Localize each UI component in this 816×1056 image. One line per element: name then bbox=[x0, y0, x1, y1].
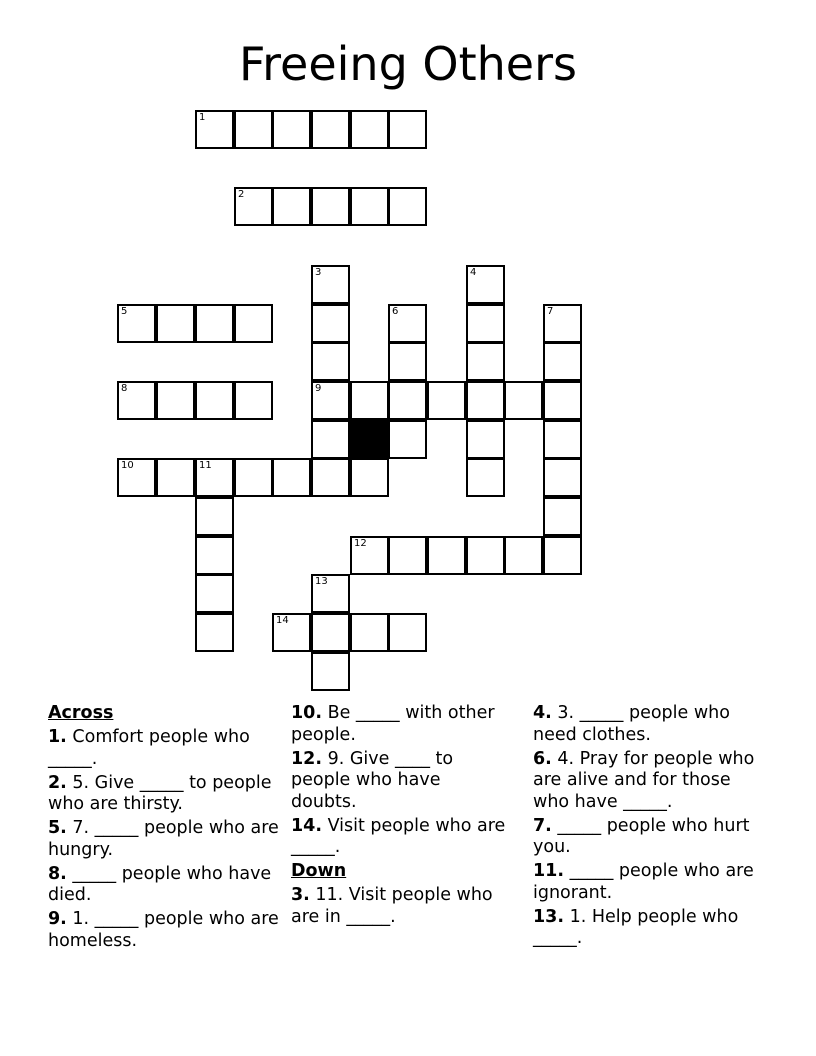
grid-cell[interactable] bbox=[543, 497, 582, 536]
grid-cell[interactable] bbox=[117, 381, 156, 420]
clue-down-13: 13. 1. Help people who _____. bbox=[533, 906, 739, 948]
grid-cell[interactable] bbox=[234, 458, 273, 497]
grid-cell[interactable] bbox=[504, 536, 543, 575]
grid-cell[interactable] bbox=[350, 110, 389, 149]
grid-cell[interactable] bbox=[427, 536, 466, 575]
grid-cell[interactable] bbox=[311, 420, 350, 459]
grid-cell[interactable] bbox=[311, 304, 350, 343]
grid-cell[interactable] bbox=[466, 458, 505, 497]
grid-cell[interactable] bbox=[388, 536, 427, 575]
grid-cell[interactable] bbox=[117, 458, 156, 497]
grid-cell[interactable] bbox=[311, 458, 350, 497]
clue-across-2: 2. 5. Give _____ to people who are thirsty. bbox=[48, 772, 272, 814]
cell-number: 2 bbox=[238, 189, 245, 200]
clue-across-14: 14. Visit people who are _____. bbox=[291, 815, 506, 857]
clue-across-5: 5. 7. _____ people who are hungry. bbox=[48, 818, 279, 860]
grid-cell[interactable] bbox=[272, 187, 311, 226]
grid-cell[interactable] bbox=[427, 381, 466, 420]
grid-cell[interactable] bbox=[466, 420, 505, 459]
grid-cell[interactable] bbox=[195, 304, 234, 343]
grid-cell[interactable] bbox=[234, 381, 273, 420]
grid-cell[interactable] bbox=[466, 381, 505, 420]
grid-cell[interactable] bbox=[350, 613, 389, 652]
grid-cell[interactable] bbox=[195, 458, 234, 497]
grid-cell[interactable] bbox=[388, 381, 427, 420]
grid-cell[interactable] bbox=[388, 110, 427, 149]
grid-cell[interactable] bbox=[272, 613, 311, 652]
cell-number: 13 bbox=[315, 576, 328, 587]
across-heading: Across bbox=[48, 703, 114, 723]
cell-number: 1 bbox=[199, 112, 206, 123]
grid-cell[interactable] bbox=[350, 187, 389, 226]
cell-number: 3 bbox=[315, 267, 322, 278]
grid-cell[interactable] bbox=[311, 613, 350, 652]
clues-column-1 bbox=[48, 703, 283, 955]
grid-cell[interactable] bbox=[156, 381, 195, 420]
grid-cell[interactable] bbox=[388, 342, 427, 381]
cell-number: 12 bbox=[354, 538, 367, 549]
grid-cell[interactable] bbox=[466, 304, 505, 343]
grid-cell[interactable] bbox=[388, 304, 427, 343]
grid-cell[interactable] bbox=[195, 110, 234, 149]
down-heading: Down bbox=[291, 861, 347, 881]
grid-cell[interactable] bbox=[311, 342, 350, 381]
clue-across-9: 9. 1. _____ people who are homeless. bbox=[48, 909, 279, 951]
grid-cell[interactable] bbox=[543, 381, 582, 420]
grid-cell[interactable] bbox=[311, 110, 350, 149]
grid-cell[interactable] bbox=[195, 574, 234, 613]
grid-cell[interactable] bbox=[466, 342, 505, 381]
cell-number: 9 bbox=[315, 383, 322, 394]
grid-cell[interactable] bbox=[350, 536, 389, 575]
grid-cell[interactable] bbox=[195, 381, 234, 420]
clue-down-6: 6. 4. Pray for people who are alive and for those who have _____. bbox=[533, 748, 755, 812]
grid-cell[interactable] bbox=[234, 187, 273, 226]
grid-cell[interactable] bbox=[195, 536, 234, 575]
clue-across-8: 8. _____ people who have died. bbox=[48, 863, 272, 905]
clue-across-10: 10. Be _____ with other people. bbox=[291, 703, 495, 745]
grid-cell[interactable] bbox=[388, 613, 427, 652]
cell-number: 4 bbox=[470, 267, 477, 278]
grid-cell[interactable] bbox=[311, 381, 350, 420]
puzzle-title: Freeing Others bbox=[239, 37, 577, 91]
clues-column-2 bbox=[291, 703, 511, 931]
clues-column-3 bbox=[533, 703, 768, 952]
grid-cell[interactable] bbox=[272, 110, 311, 149]
cell-number: 7 bbox=[547, 306, 554, 317]
clue-across-12: 12. 9. Give ____ to people who have doubts. bbox=[291, 748, 454, 812]
grid-cell[interactable] bbox=[350, 458, 389, 497]
grid-cell[interactable] bbox=[195, 497, 234, 536]
clue-down-11: 11. _____ people who are ignorant. bbox=[533, 861, 754, 903]
cell-number: 11 bbox=[199, 460, 212, 471]
grid-cell[interactable] bbox=[311, 652, 350, 691]
grid-cell[interactable] bbox=[543, 342, 582, 381]
cell-number: 8 bbox=[121, 383, 128, 394]
grid-cell[interactable] bbox=[504, 381, 543, 420]
grid-block-cell bbox=[350, 420, 389, 459]
grid-cell[interactable] bbox=[388, 187, 427, 226]
cell-number: 10 bbox=[121, 460, 134, 471]
grid-cell[interactable] bbox=[311, 265, 350, 304]
grid-cell[interactable] bbox=[543, 536, 582, 575]
cell-number: 5 bbox=[121, 306, 128, 317]
cell-number: 6 bbox=[392, 306, 399, 317]
grid-cell[interactable] bbox=[272, 458, 311, 497]
clue-down-3: 3. 11. Visit people who are in _____. bbox=[291, 885, 493, 927]
grid-cell[interactable] bbox=[466, 265, 505, 304]
grid-cell[interactable] bbox=[234, 110, 273, 149]
grid-cell[interactable] bbox=[311, 574, 350, 613]
grid-cell[interactable] bbox=[543, 304, 582, 343]
grid-cell[interactable] bbox=[466, 536, 505, 575]
grid-cell[interactable] bbox=[234, 304, 273, 343]
cell-number: 14 bbox=[276, 615, 289, 626]
grid-cell[interactable] bbox=[117, 304, 156, 343]
grid-cell[interactable] bbox=[543, 458, 582, 497]
grid-cell[interactable] bbox=[311, 187, 350, 226]
grid-cell[interactable] bbox=[388, 420, 427, 459]
grid-cell[interactable] bbox=[350, 381, 389, 420]
clue-down-7: 7. _____ people who hurt you. bbox=[533, 815, 750, 857]
grid-cell[interactable] bbox=[543, 420, 582, 459]
clue-across-1: 1. Comfort people who _____. bbox=[48, 727, 250, 769]
clue-down-4: 4. 3. _____ people who need clothes. bbox=[533, 703, 730, 745]
grid-cell[interactable] bbox=[156, 458, 195, 497]
grid-cell[interactable] bbox=[195, 613, 234, 652]
grid-cell[interactable] bbox=[156, 304, 195, 343]
